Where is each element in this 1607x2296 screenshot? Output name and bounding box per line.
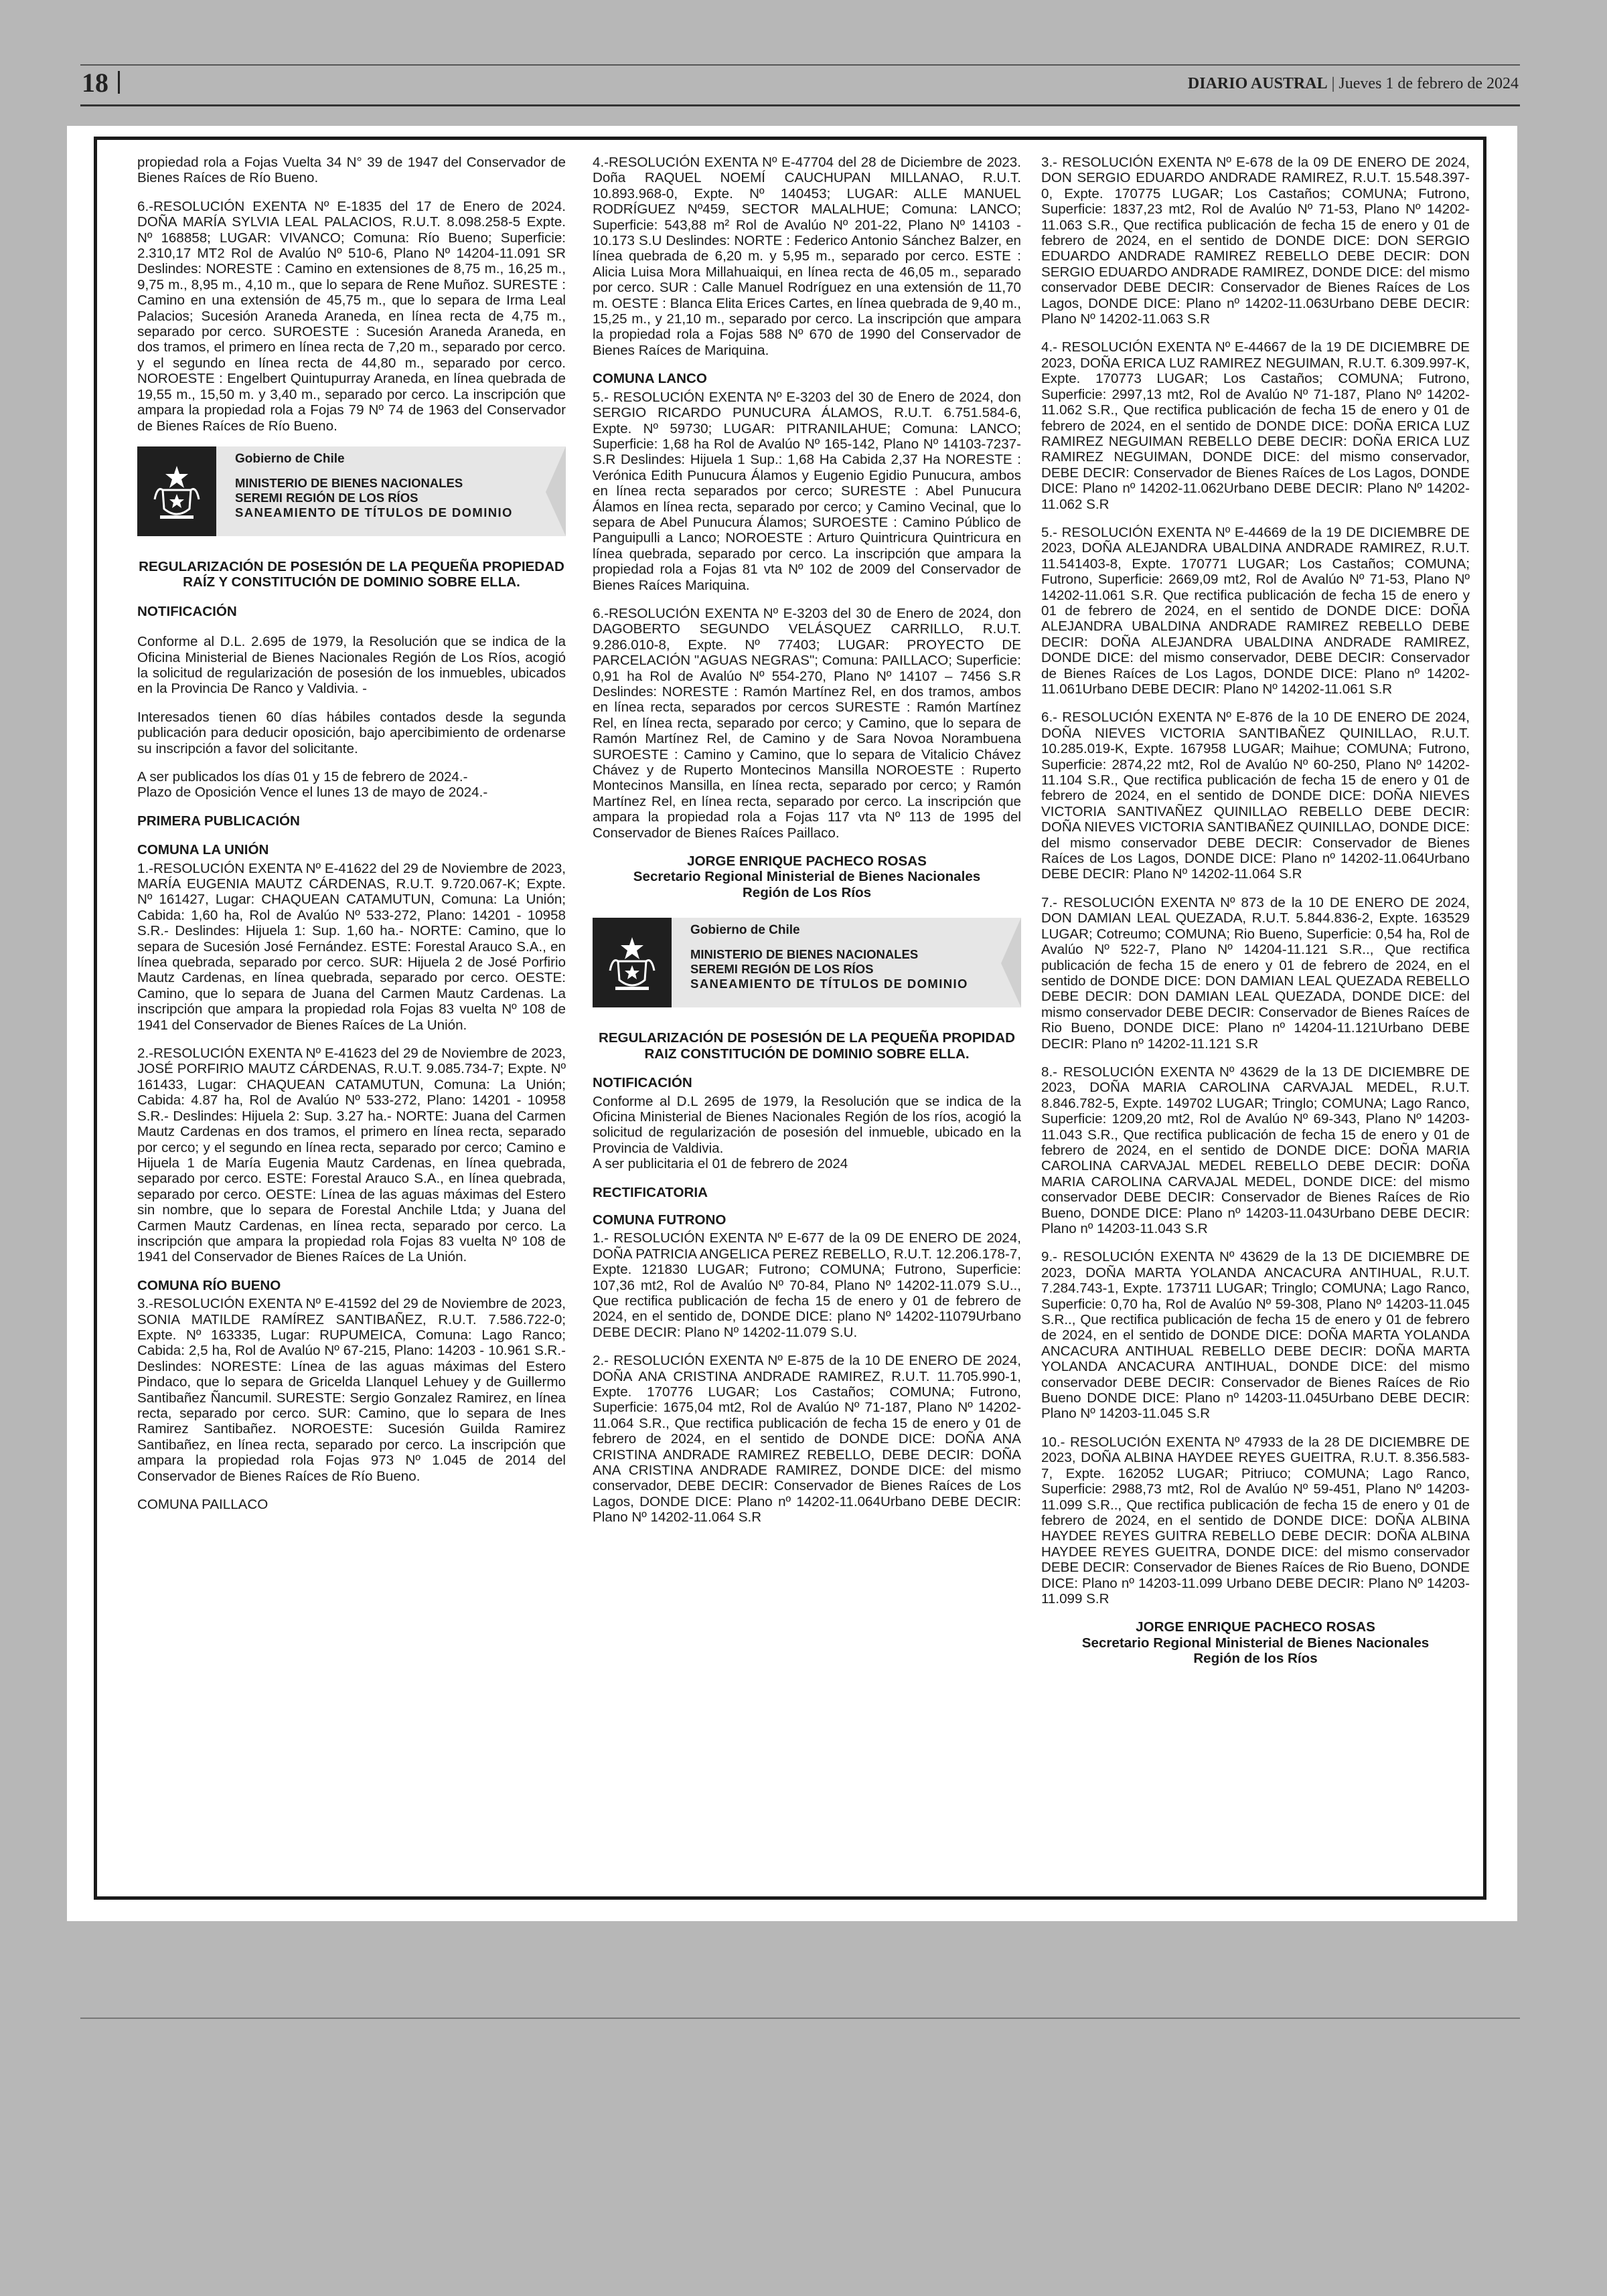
- signature-block: [593, 853, 1021, 900]
- publication-date: Jueves 1 de febrero de 2024: [1338, 75, 1519, 92]
- resolution-6-paillaco: 6.-RESOLUCIÓN EXENTA Nº E-3203 del 30 de Enero de 2024, don DAGOBERTO SEGUNDO VELÁSQUEZ CARRILLO, R.U.T. 9.286.010-8, Expte. Nº 77403; LUGAR: PROYECTO DE PARCELACIÓN "AGUAS NEGRAS"; Comuna: PAILLACO; Superficie: 0,91 ha Rol de Avalúo Nº 554-270, Plano Nº 14107 – 7456 S.R Deslindes: NORESTE : Ramón Martínez Rel, en dos tramos, ambos en línea recta, separados por cercos SURESTE : Ramón Martínez Rel, en línea recta, separado por cerco; y Camino, que lo separa de Ramón Martínez Rel, de Camino y de Sara Novoa Norambuena SUROESTE : Camino y Camino, que lo separa de Vitalicio Chávez Chávez y de Ruperto Montecinos Mansilla NOROESTE : Ruperto Montecinos Mansilla, en línea recta, separado por cerco; y Ramón Martínez Rel, en línea recta, separado por cerco. La inscripción que ampara la propiedad rola a Fojas 117 vta Nº 113 de 1995 del Conservador de Bienes Raíces Paillaco.: [593, 605, 1021, 841]
- section-heading: RECTIFICATORIA: [593, 1184, 708, 1200]
- rectification-10: 10.- RESOLUCIÓN EXENTA Nº 47933 de la 28 DE DICIEMBRE DE 2023, DOÑA ALBINA HAYDEE REYES GUEITRA, R.U.T. 8.356.583-7, Expte. 162052 LUGAR; Pitriuco; COMUNA; Lago Ranco, Superficie: 2988,73 mt2, Rol de Avalúo Nº 59-451, Plano Nº 14203-11.099 S.R.., Que rectifica publicación de fecha 15 de enero y 01 de febrero de 2024, en el sentido de DONDE DICE: DOÑA ALBINA HAYDEE REYES GUITRA REBELLO DEBE DECIR: DOÑA ALBINA HAYDEE REYES GUEITRA, DONDE DICE: del mismo conservador DEBE DECIR: Conservador de Bienes Raíces de Rio Bueno, DONDE DICE: Plano nº 14203-11.099 Urbano DEBE DECIR: Plano Nº 14203-11.099 S.R: [1041, 1434, 1470, 1607]
- resolution-5: 5.- RESOLUCIÓN EXENTA Nº E-3203 del 30 de Enero de 2024, don SERGIO RICARDO PUNUCURA ÁLAMOS, R.U.T. 6.751.584-6, Expte. Nº 59730; LUGAR: PITRANILAHUE; Comuna: LANCO; Superficie: 1,68 ha Rol de Avalúo Nº 165-142, Plano Nº 14103-7237-S.R Deslindes: Hijuela 1 Sup.: 1,68 Ha Cabida 2,37 Ha NORESTE : Verónica Edith Punucura Álamos y Eugenio Egidio Punucura, ambos en línea recta separados por cerco; SURESTE : Abel Punucura Álamos en línea recta, separado por cerco; y Camino Vecinal, que lo separa de Abel Punucura Álamos; SUROESTE : Camino Público de Panguipulli a Lanco; NOROESTE : Arturo Quintricura Quintricura en línea quebrada, separado por cerco. La inscripción que ampara la propiedad rola a Fojas 81 vta Nº 102 de 2009 del Conservador de Bienes Raíces Mariquina.: [593, 389, 1021, 593]
- saneamiento-label: SANEAMIENTO DE TÍTULOS DE DOMINIO: [690, 977, 968, 991]
- comuna-heading: COMUNA LA UNIÓN: [137, 842, 269, 858]
- signature-block: [1041, 1619, 1470, 1666]
- government-banner: [137, 446, 566, 536]
- column-1: [137, 155, 566, 1525]
- comuna-heading: COMUNA FUTRONO: [593, 1212, 726, 1228]
- resolution-4: 4.-RESOLUCIÓN EXENTA Nº E-47704 del 28 de Diciembre de 2023. Doña RAQUEL NOEMÍ CAUCHUPAN MILLANAO, R.U.T. 10.893.968-0, Expte. Nº 140453; LUGAR: ALLE MANUEL RODRÍGUEZ Nº459, SECTOR MALALHUE; Comuna: LANCO; Superficie: 543,88 m² Rol de Avalúo Nº 201-22, Plano Nº 14103 - 10.173 S.U Deslindes: NORTE : Federico Antonio Sánchez Balzer, en línea quebrada de 6,20 m. y 5,95 m., separado por cerco. ESTE : Alicia Luisa Mora Millahuaiqui, en línea recta de 46,05 m., separado por cerco. SUR : Calle Manuel Rodríguez en una extensión de 11,70 m. OESTE : Blanca Elita Erices Cartes, en línea quebrada de 9,40 m., 15,25 m., y 21,10 m., separado por cerco. La inscripción que ampara la propiedad rola a Fojas 588 Nº 670 de 1990 del Conservador de Bienes Raíces de Mariquina.: [593, 155, 1021, 358]
- rectification-2: 2.- RESOLUCIÓN EXENTA Nº E-875 de la 10 DE ENERO DE 2024, DOÑA ANA CRISTINA ANDRADE RAMIREZ, R.U.T. 11.705.990-1, Expte. 170776 LUGAR; Los Castaños; COMUNA; Futrono, Superficie: 1675,04 mt2, Rol de Avalúo Nº 71-187, Plano Nº 14202-11.064 S.R., Que rectifica publicación de fecha 15 de enero y 01 de febrero de 2024, en el sentido de DONDE DICE: DOÑA ANA CRISTINA ANDRADE RAMIREZ REBELLO, DEBE DECIR: DOÑA ANA CRISTINA ANDRADE RAMIREZ, DONDE DICE: del mismo conservador, DEBE DECIR: Conservador de Bienes Raíces de Los Lagos, DONDE DICE: Plano nº 14202-11.064Urbano DEBE DECIR: Plano Nº 14202-11.064 S.R: [593, 1353, 1021, 1526]
- signer-name: JORGE ENRIQUE PACHECO ROSAS: [687, 853, 927, 870]
- signer-name: JORGE ENRIQUE PACHECO ROSAS: [1136, 1619, 1375, 1635]
- rectification-7: 7.- RESOLUCIÓN EXENTA Nº 873 de la 10 DE ENERO DE 2024, DON DAMIAN LEAL QUEZADA, R.U.T. 5.844.836-2, Expte. 163529 LUGAR; Cotreumo; COMUNA; Rio Bueno, Superficie: 0,54 ha, Rol de Avalúo Nº 522-7, Plano Nº 14204-11.121 S.R.., Que rectifica publicación de fecha 15 de enero y 01 de febrero de 2024, en el sentido de DONDE DICE: DON DAMIAN LEAL QUEZADA REBELLO DEBE DECIR: DON DAMIAN LEAL QUEZADA, DONDE DICE: del mismo conservador DEBE DECIR: Conservador de Bienes Raíces de Rio Bueno, DONDE DICE: Plano nº 14204-11.121Urbano DEBE DECIR: Plano nº 14202-11.121 S.R: [1041, 894, 1470, 1052]
- rectification-5: 5.- RESOLUCIÓN EXENTA Nº E-44669 de la 19 DE DICIEMBRE DE 2023, DOÑA ALEJANDRA UBALDINA ANDRADE RAMIREZ, R.U.T. 11.541403-8, Expte. 170771 LUGAR; Los Castaños; COMUNA; Futrono, Superficie: 2669,09 mt2, Rol de Avalúo Nº 71-53, Plano Nº 14202-11.061 S.R. Que rectifica publicación de fecha 15 de enero y 01 de febrero de 2024, en el sentido de DONDE DICE: DOÑA ALEJANDRA UBALDINA ANDRADE RAMIREZ REBELLO DEBE DECIR: DOÑA ALEJANDRA UBALDINA ANDRADE RAMIREZ, DONDE DICE: del mismo conservador, DEBE DECIR: Conservador de Bienes Raíces de Los Lagos, DONDE DICE: Plano nº 14202-11.061Urbano DEBE DECIR: Plano Nº 14202-11.061 S.R: [1041, 524, 1470, 697]
- rectification-9: 9.- RESOLUCIÓN EXENTA Nº 43629 de la 13 DE DICIEMBRE DE 2023, DOÑA MARTA YOLANDA ANCACURA ANTIHUAL, R.U.T. 7.284.743-1, Expte. 173711 LUGAR; Tringlo; COMUNA; Lago Ranco, Superficie: 0,70 ha, Rol de Avalúo Nº 59-308, Plano Nº 14203-11.045 S.R.., Que rectifica publicación de fecha 15 de enero y 01 de febrero de 2024, en el sentido de DONDE DICE: DOÑA MARTA YOLANDA ANCACURA ANTIHUAL REBELLO DEBE DECIR: DOÑA MARTA YOLANDA ANCACURA ANTIHUAL, DONDE DICE: del mismo conservador DEBE DECIR: Conservador de Bienes Raíces de Rio Bueno DONDE DICE: Plano nº 14203-11.045Urbano DEBE DECIR: Plano Nº 14203-11.045 S.R: [1041, 1249, 1470, 1422]
- column-2: [593, 155, 1021, 1538]
- rectification-3: 3.- RESOLUCIÓN EXENTA Nº E-678 de la 09 DE ENERO DE 2024, DON SERGIO EDUARDO ANDRADE RAMIREZ, R.U.T. 15.548.397-0, Expte. 170775 LUGAR; Los Castaños; COMUNA; Futrono, Superficie: 1837,23 mt2, Rol de Avalúo Nº 71-53, Plano Nº 14202-11.063 S.R., Que rectifica publicación de fecha 15 de enero y 01 de febrero de 2024, en el sentido de DONDE DICE: DON SERGIO EDUARDO ANDRADE RAMIREZ REBELLO DEBE DECIR: DON SERGIO EDUARDO ANDRADE RAMIREZ, DONDE DICE: del mismo conservador DEBE DECIR: Conservador de Bienes Raíces de Los Lagos, DONDE DICE: Plano nº 14202-11.063Urbano DEBE DECIR: Plano Nº 14202-11.063 S.R: [1041, 155, 1470, 327]
- comuna-heading: COMUNA LANCO: [593, 371, 707, 387]
- seremi-label: SEREMI REGIÓN DE LOS RÍOS: [690, 962, 874, 977]
- paragraph: propiedad rola a Fojas Vuelta 34 N° 39 de 1947 del Conservador de Bienes Raíces de Río Bueno.: [137, 155, 566, 186]
- signer-region: Región de Los Ríos: [742, 884, 872, 900]
- chile-coat-of-arms-icon: [593, 918, 672, 1007]
- publication-dates: A ser publicados los días 01 y 15 de febrero de 2024.-: [137, 768, 468, 785]
- government-banner: [593, 918, 1021, 1007]
- notification-text: Conforme al D.L. 2.695 de 1979, la Resolución que se indica de la Oficina Ministerial de Bienes Nacionales Región de Los Ríos, acogió la solicitud de regularización de posesión de los inmuebles, ubicados en la Provincia De Ranco y Valdivia. -: [137, 634, 566, 697]
- rectification-8: 8.- RESOLUCIÓN EXENTA Nº 43629 de la 13 DE DICIEMBRE DE 2023, DOÑA MARIA CAROLINA CARVAJAL MEDEL, R.U.T. 8.846.782-5, Expte. 149702 LUGAR; Tringlo; COMUNA; Lago Ranco, Superficie: 1209,20 mt2, Rol de Avalúo Nº 69-343, Plano Nº 14203-11.043 S.R., Que rectifica publicación de fecha 15 de enero y 01 de febrero de 2024, en el sentido de DONDE DICE: DOÑA MARIA CAROLINA CARVAJAL MEDEL REBELLO DEBE DECIR: DOÑA MARIA CAROLINA CARVAJAL MEDEL, DONDE DICE: del mismo conservador DEBE DECIR: Conservador de Bienes Raíces de Rio Bueno, DONDE DICE: Plano nº 14203-11.043Urbano DEBE DECIR: Plano nº 14203-11.043 S.R: [1041, 1064, 1470, 1236]
- seremi-label: SEREMI REGIÓN DE LOS RÍOS: [235, 490, 418, 505]
- footer-rule: [80, 2018, 1520, 2019]
- resolution-3: 3.-RESOLUCIÓN EXENTA Nº E-41592 del 29 de Noviembre de 2023, SONIA MATILDE RAMÍREZ SANTIBAÑEZ, R.U.T. 7.586.722-0; Expte. Nº 163335, Lugar: RUPUMEICA, Comuna: Lago Ranco; Cabida: 2,5 ha, Rol de Avalúo Nº 67-215, Plano: 14203 - 10.961 S.R.- Deslindes: NORESTE: Línea de las aguas máximas del Estero Pindaco, que lo separa de Gricelda Llanquel Lehuey y de Guillermo Santibañez Ñancumil. SURESTE: Sergio Gonzalez Ramirez, en línea recta, separado por cerco. SUR: Camino, que lo separa de Ines Ramirez Santibañez. NOROESTE: Sucesión Guilda Ramirez Santibañez, en línea recta, separado por cerco. La inscripción que ampara la propiedad rola Fojas 973 Nº 1.045 de 2014 del Conservador de Bienes Raíces de Río Bueno.: [137, 1296, 566, 1484]
- chile-coat-of-arms-icon: [137, 446, 216, 536]
- rectification-1: 1.- RESOLUCIÓN EXENTA Nº E-677 de la 09 DE ENERO DE 2024, DOÑA PATRICIA ANGELICA PEREZ REBELLO, R.U.T. 12.206.178-7, Expte. 121830 LUGAR; Futrono; COMUNA; Futrono, Superficie: 107,36 mt2, Rol de Avalúo Nº 70-84, Plano Nº 14202-11.079 S.U.., Que rectifica publicación de fecha 15 de enero y 01 de febrero de 2024, en el sentido de, DONDE DICE: plano Nº 14202-11079Urbano DEBE DECIR: Plano Nº 14202-11.079 S.U.: [593, 1230, 1021, 1340]
- section-heading: NOTIFICACIÓN: [593, 1075, 692, 1091]
- resolution-2: 2.-RESOLUCIÓN EXENTA Nº E-41623 del 29 de Noviembre de 2023, JOSÉ PORFIRIO MAUTZ CÁRDENAS, R.U.T. 9.085.734-7; Expte. Nº 161433, Lugar: CHAQUEAN CATAMUTUN, Comuna: La Unión; Cabida: 4.87 ha, Rol de Avalúo Nº 533-272, Plano: 14201 - 10958 S.R.- Deslindes: Hijuela 2: Sup. 3.27 ha.- NORTE: Juana del Carmen Mautz Cardenas en dos tramos, el primero en línea recta, separado por cerco; y el segundo en línea recta, separado por cerco; Camino e Hijuela 1 de María Eugenia Mautz Cardenas, en línea quebrada, separado por cerco. ESTE: Forestal Arauco S.A., en línea quebrada, separado por cerco. OESTE: Línea de las aguas máximas del Estero sin nombre, que lo separa de Forestal Anchile Ltda; y Juana del Carmen Mautz Cardenas, en línea recta, separado por cerco. La inscripción que ampara la propiedad rola Fojas 83 vuelta Nº 108 de 1941 del Conservador de Bienes Raíces de La Unión.: [137, 1046, 566, 1265]
- newspaper-page: [67, 126, 1517, 1921]
- publication-date-note: A ser publicitaria el 01 de febrero de 2024: [593, 1156, 848, 1172]
- section-heading: PRIMERA PUBLICACIÓN: [137, 813, 300, 829]
- notice-title: REGULARIZACIÓN DE POSESIÓN DE LA PEQUEÑA PROPIEDAD RAÍZ Y CONSTITUCIÓN DE DOMINIO SOBRE ELLA.: [139, 558, 564, 590]
- gov-label: Gobierno de Chile: [690, 923, 800, 938]
- saneamiento-label: SANEAMIENTO DE TÍTULOS DE DOMINIO: [235, 505, 513, 519]
- publication-name: DIARIO AUSTRAL: [1187, 75, 1328, 92]
- section-heading: NOTIFICACIÓN: [137, 603, 237, 619]
- comuna-heading: COMUNA PAILLACO: [137, 1497, 269, 1513]
- page-number-divider: [118, 71, 120, 94]
- header-top-rule: [80, 64, 1520, 66]
- rectification-4: 4.- RESOLUCIÓN EXENTA Nº E-44667 de la 19 DE DICIEMBRE DE 2023, DOÑA ERICA LUZ RAMIREZ NEGUIMAN, R.U.T. 6.309.997-K, Expte. 170773 LUGAR; Los Castaños; COMUNA; Futrono, Superficie: 2997,13 mt2, Rol de Avalúo Nº 71-187, Plano Nº 14202-11.062 S.R., Que rectifica publicación de fecha 15 de enero y 01 de febrero de 2024, en el sentido de DONDE DICE: DOÑA ERICA LUZ RAMIREZ NEGUIMAN REBELLO DEBE DECIR: DOÑA ERICA LUZ RAMIREZ NEGUIMAN, DONDE DICE: del mismo conservador, DEBE DECIR: Conservador de Bienes Raíces de Los Lagos, DONDE DICE: Plano nº 14202-11.062Urbano DEBE DECIR: Plano Nº 14202-11.062 S.R: [1041, 339, 1470, 512]
- legal-notice-frame: [94, 137, 1486, 1900]
- notification-text: Interesados tienen 60 días hábiles contados desde la segunda publicación para deducir oposición, bajo apercibimiento de ordenarse su inscripción a favor del solicitante.: [137, 709, 566, 756]
- signer-region: Región de los Ríos: [1193, 1651, 1318, 1667]
- resolution-6-riobueno: 6.-RESOLUCIÓN EXENTA Nº E-1835 del 17 de Enero de 2024. DOÑA MARÍA SYLVIA LEAL PALACIOS, R.U.T. 8.098.258-5 Expte. Nº 168858; LUGAR: VIVANCO; Comuna: Río Bueno; Superficie: 2.310,17 MT2 Rol de Avalúo Nº 510-6, Plano Nº 14204-11.091 SR Deslindes: NORESTE : Camino en extensiones de 8,75 m., 16,25 m., 9,75 m., 8,95 m., 4,10 m., que lo separa de Rene Muñoz. SURESTE : Camino en una extensión de 45,75 m., que lo separa de Irma Leal Palacios; Sucesión Araneda Araneda, en línea recta de 4,75 m., separado por cerco. SUROESTE : Sucesión Araneda Araneda, en dos tramos, el primero en línea recta de 7,20 m., separado por cerco. y el segundo en línea recta de 44,80 m., separado por cerco. NOROESTE : Engelbert Quintupurray Araneda, en línea quebrada de 19,55 m., 15,50 m. y 3,40 m., separado por cerco. La inscripción que ampara la propiedad rola a Fojas 79 Nº 74 de 1963 del Conservador de Bienes Raíces de Río Bueno.: [137, 198, 566, 434]
- rectification-6: 6.- RESOLUCIÓN EXENTA Nº E-876 de la 10 DE ENERO DE 2024, DOÑA NIEVES VICTORIA SANTIBAÑEZ QUINILLAO, R.U.T. 10.285.019-K, Expte. 167958 LUGAR; Maihue; COMUNA; Futrono, Superficie: 2874,22 mt2, Rol de Avalúo Nº 60-250, Plano Nº 14202-11.104 S.R., Que rectifica publicación de fecha 15 de enero y 01 de febrero de 2024, en el sentido de DONDE DICE: DOÑA NIEVES VICTORIA SANTIVAÑEZ QUINILLAO REBELLO DEBE DECIR: DOÑA NIEVES VICTORIA SANTIBAÑEZ QUINILLAO, DONDE DICE: del mismo conservador DEBE DECIR: Conservador de Bienes Raíces de Los Lagos, DONDE DICE: Plano nº 14202-11.064Urbano DEBE DECIR: Plano Nº 14202-11.064 S.R: [1041, 710, 1470, 882]
- opposition-deadline: Plazo de Oposición Vence el lunes 13 de mayo de 2024.-: [137, 785, 488, 801]
- page-number: 18: [82, 68, 108, 98]
- masthead: DIARIO AUSTRAL | Jueves 1 de febrero de 2024: [1187, 75, 1519, 92]
- ministry-label: MINISTERIO DE BIENES NACIONALES: [690, 947, 919, 962]
- resolution-1: 1.-RESOLUCIÓN EXENTA Nº E-41622 del 29 de Noviembre de 2023, MARÍA EUGENIA MAUTZ CÁRDENAS, R.U.T. 9.720.067-K; Expte. Nº 161427, Lugar: CHAQUEAN CATAMUTUN, Comuna: La Unión; Cabida: 1,60 ha, Rol de Avalúo Nº 533-272, Plano: 14201 - 10958 S.R.- Deslindes: Hijuela 1: Sup. 1,60 ha.- NORTE: Camino, que lo separa de Sucesión José Fernández. ESTE: Forestal Arauco S.A., en línea quebrada, separado por cerco. SUR: Hijuela 2 de José Porfirio Mautz Cardenas, en línea quebrada, separado por cerco. OESTE: Camino, que lo separa de Juana del Carmen Mautz Cardenas. La inscripción que ampara la propiedad rola Fojas 83 vuelta Nº 108 de 1941 del Conservador de Bienes Raíces de La Unión.: [137, 860, 566, 1033]
- ministry-label: MINISTERIO DE BIENES NACIONALES: [235, 475, 463, 490]
- banner-corner: [1001, 918, 1021, 1007]
- column-3: [1041, 155, 1470, 1684]
- gov-label: Gobierno de Chile: [235, 451, 345, 466]
- header-bottom-rule: [80, 104, 1520, 106]
- banner-corner: [546, 446, 566, 536]
- notice-title: REGULARIZACIÓN DE POSESIÓN DE LA PEQUEÑA PROPIDAD RAIZ CONSTITUCIÓN DE DOMINIO SOBRE ELLA.: [598, 1030, 1016, 1062]
- signer-title: Secretario Regional Ministerial de Bienes Nacionales: [633, 869, 981, 885]
- notification-text: Conforme al D.L 2695 de 1979, la Resolución que se indica de la Oficina Ministerial de Bienes Nacionales Región de los ríos, acogió la solicitud de regularización de posesión del inmueble, ubicado en la Provincia de Valdivia.: [593, 1093, 1021, 1156]
- comuna-heading: COMUNA RÍO BUENO: [137, 1277, 281, 1293]
- signer-title: Secretario Regional Ministerial de Bienes Nacionales: [1081, 1635, 1430, 1651]
